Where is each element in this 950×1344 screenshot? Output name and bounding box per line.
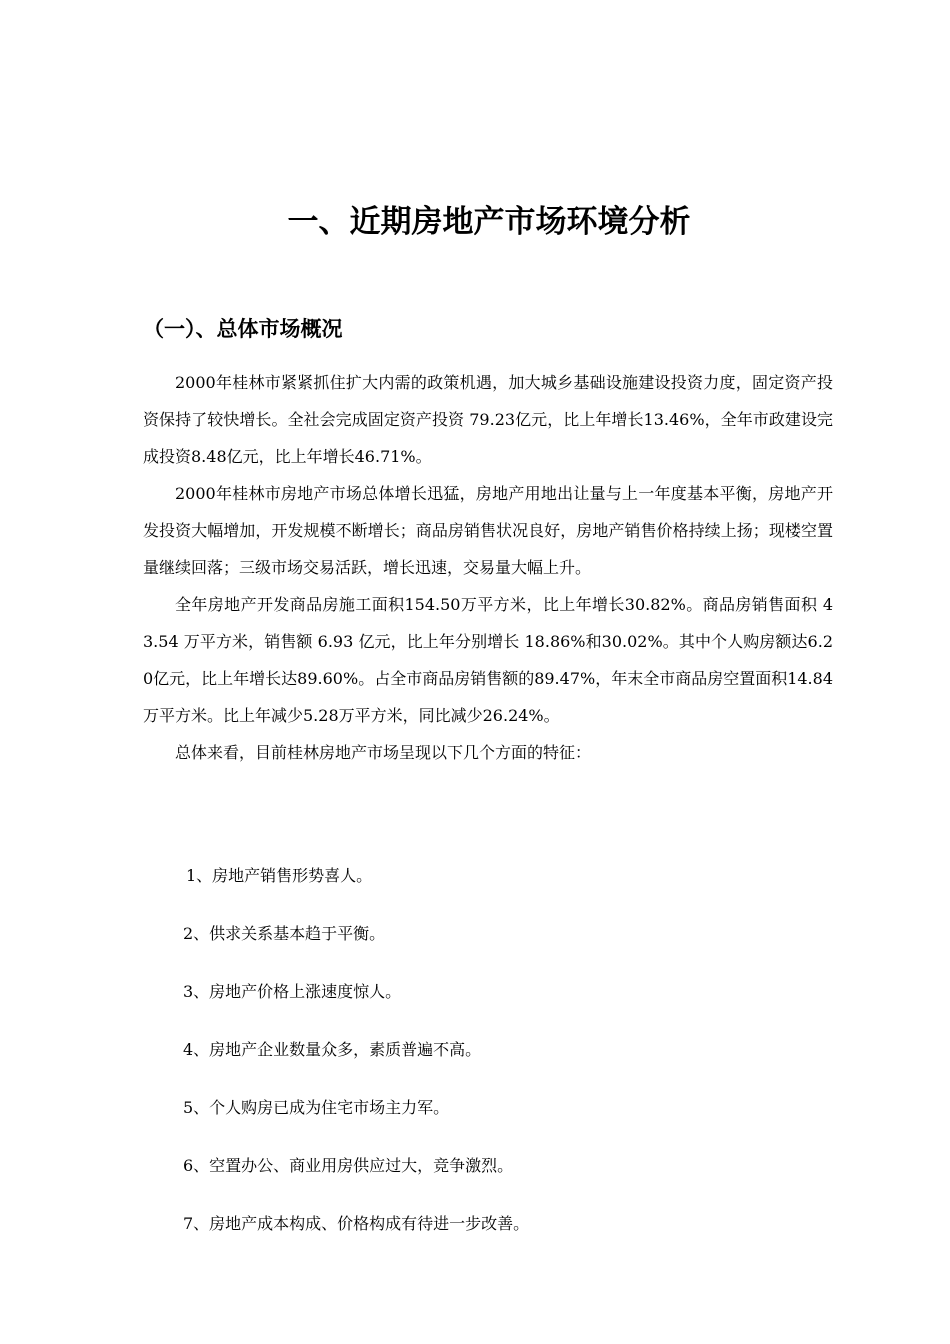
page-title: 一、近期房地产市场环境分析 bbox=[287, 204, 691, 240]
list-item: 5、个人购房已成为住宅市场主力军。 bbox=[183, 1098, 450, 1117]
list-item: 1、房地产销售形势喜人。 bbox=[186, 866, 373, 885]
body-text bbox=[143, 364, 833, 771]
list-item: 7、房地产成本构成、价格构成有待进一步改善。 bbox=[183, 1214, 530, 1233]
paragraph-features-intro: 总体来看，目前桂林房地产市场呈现以下几个方面的特征： bbox=[175, 743, 592, 762]
list-item: 2、供求关系基本趋于平衡。 bbox=[183, 924, 386, 943]
paragraph-market-growth: 2000年桂林市房地产市场总体增长迅猛，房地产用地出让量与上一年度基本平衡，房地产开发投资大幅增加，开发规模不断增长；商品房销售状况良好，房地产销售价格持续上扬；现楼空置量继续回落；三级市场交易活跃，增长迅速，交易量大幅上升。 bbox=[143, 484, 833, 577]
list-item: 4、房地产企业数量众多，素质普遍不高。 bbox=[183, 1040, 482, 1059]
features-list bbox=[183, 864, 529, 1270]
section-heading: （一）、总体市场概况 bbox=[143, 317, 343, 341]
paragraph-investment: 2000年桂林市紧紧抓住扩大内需的政策机遇，加大城乡基础设施建设投资力度，固定资产投资保持了较快增长。全社会完成固定资产投资 79.23亿元，比上年增长13.46%，全年市政建设完成投资8.48亿元，比上年增长46.71%。 bbox=[143, 373, 833, 466]
paragraph-sales-figures: 全年房地产开发商品房施工面积154.50万平方米，比上年增长30.82%。商品房销售面积 43.54 万平方米，销售额 6.93 亿元，比上年分别增长 18.86%和30.02%。其中个人购房额达6.20亿元，比上年增长达89.60%。占全市商品房销售额的89.47%，年末全市商品房空置面积14.84万平方米。比上年减少5.28万平方米，同比减少26.24%。 bbox=[143, 595, 834, 725]
list-item: 6、空置办公、商业用房供应过大，竞争激烈。 bbox=[183, 1156, 514, 1175]
list-item: 3、房地产价格上涨速度惊人。 bbox=[183, 982, 402, 1001]
